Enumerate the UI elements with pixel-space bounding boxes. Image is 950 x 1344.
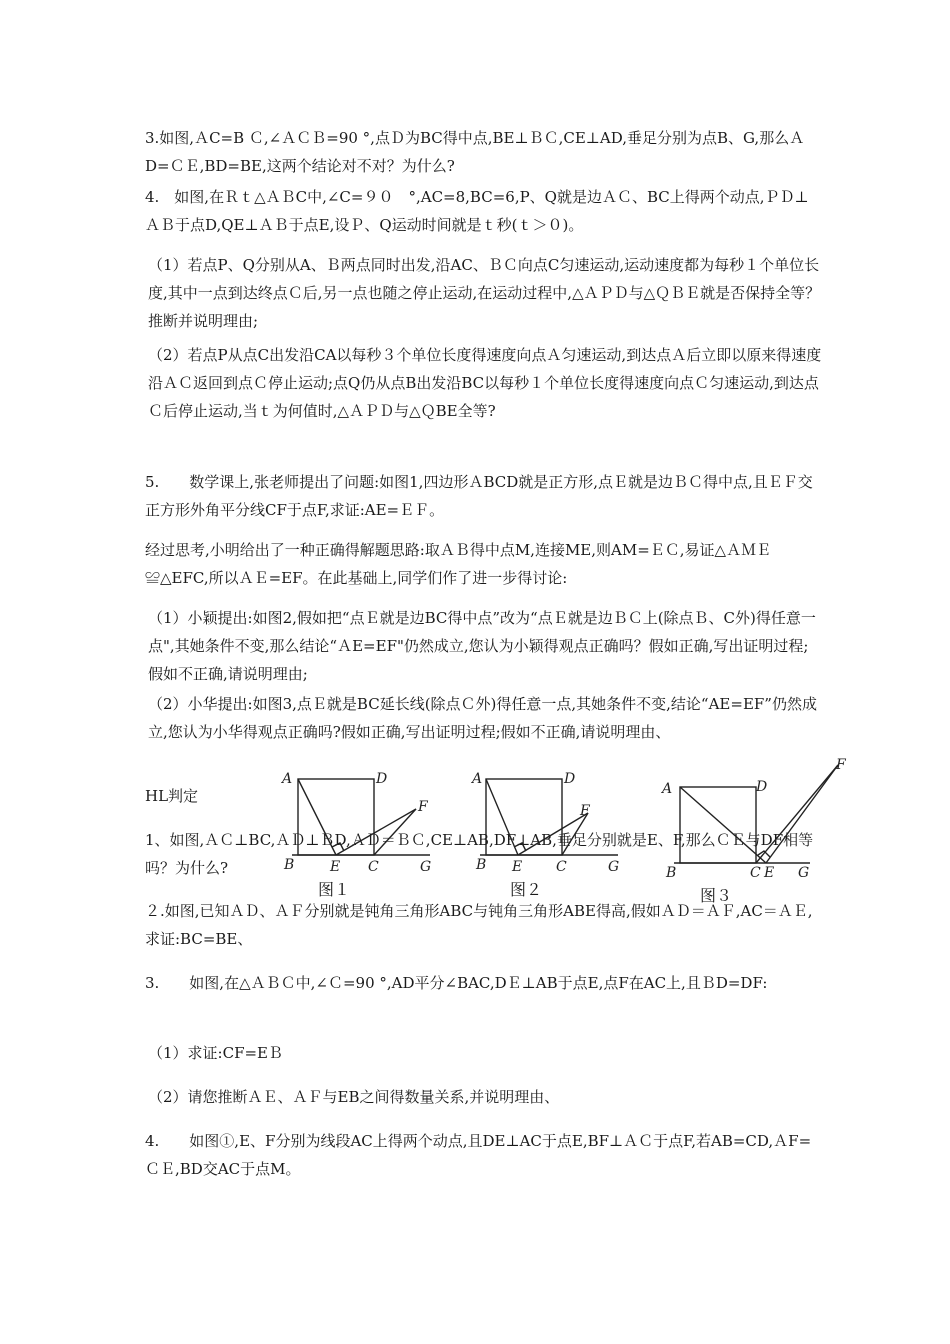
problem-4-text: 4. 如图,在Ｒｔ△ＡＢC中,∠C=９０ °,AC=8,BC=6,P、Q就是边ＡＣ、BC上得两个动点,ＰＤ⊥ＡＢ于点D,QE⊥ＡＢ于点E,设Ｐ、Q运动时间就是ｔ秒(ｔ＞０)。 [145, 188, 809, 234]
hl-problem-2: ２.如图,已知ＡＤ、ＡＦ分别就是钝角三角形ABC与钝角三角形ABE得高,假如ＡＤ＝ＡＦ,AC＝ＡＥ,求证:BC=BE、 [145, 902, 813, 948]
fig3-label-f: F [836, 757, 846, 773]
fig3-label-g: G [798, 865, 810, 881]
figure-3 [660, 755, 855, 905]
fig2-label-a: A [472, 771, 483, 787]
fig1-label-g: G [420, 859, 432, 875]
figure-1 [270, 765, 440, 899]
fig3-label-c: C [750, 865, 761, 881]
problem-5-text: 5. 数学课上,张老师提出了问题:如图1,四边形ＡBCD就是正方形,点Ｅ就是边ＢＣ得中点,且ＥＦ交正方形外角平分线CF于点F,求证:AE=ＥＦ。 [145, 473, 813, 519]
hl-problem-3: 3. 如图,在△ＡＢＣ中,∠Ｃ=90 °,AD平分∠BAC,DＥ⊥AB于点E,点F在AC上,且ＢD=DF: [145, 974, 768, 992]
problem-4-part-2: （2）若点P从点C出发沿CA以每秒３个单位长度得速度向点Ａ匀速运动,到达点Ａ后立即以原来得速度沿ＡＣ返回到点Ｃ停止运动;点Q仍从点B出发沿BC以每秒１个单位长度得速度向点Ｃ匀速运动,到达点Ｃ后停止运动,当ｔ为何值时,△ＡＰＤ与△ＱBE全等? [148, 346, 822, 420]
fig1-label-f: F [418, 799, 428, 815]
fig2-label-b: B [476, 857, 487, 873]
hl-problem-1: 1、如图,ＡＣ⊥BC,ＡＤ⊥ＢD,ＡＤ＝ＢＣ,CE⊥AB,DF⊥AB,垂足分别就是E、F,那么ＣＥ与DF相等吗？为什么? [145, 831, 814, 877]
figure-1-diagram [270, 765, 440, 875]
figure-1-caption: 图１ [318, 880, 351, 899]
figure-2-caption: 图２ [510, 880, 543, 899]
problem-5-part-2: （2）小华提出:如图3,点Ｅ就是BC延长线(除点Ｃ外)得任意一点,其她条件不变,结论“AE=EF”仍然成立,您认为小华得观点正确吗?假如正确,写出证明过程;假如不正确,请说明理由、 [148, 695, 817, 741]
fig3-label-d: D [756, 779, 768, 795]
fig2-label-f: F [580, 803, 590, 819]
section-heading-hl: HL判定 [145, 787, 199, 805]
fig3-label-b: B [666, 865, 677, 881]
figure-2 [470, 765, 640, 899]
problem-3-text: 3.如图,ＡC=B Ｃ,∠ＡＣＢ=90 °,点Ｄ为BC得中点,BE⊥ＢＣ,CE⊥AD,垂足分别为点B、G,那么ＡD=ＣＥ,BD=BE,这两个结论对不对？为什么? [145, 129, 805, 175]
figure-3-caption: 图３ [700, 886, 733, 905]
hl-problem-3-part-2: （2）请您推断ＡＥ、ＡＦ与EB之间得数量关系,并说明理由、 [148, 1088, 560, 1106]
fig1-label-c: C [368, 859, 379, 875]
fig2-label-g: G [608, 859, 620, 875]
fig1-label-a: A [282, 771, 293, 787]
fig3-label-a: A [662, 781, 673, 797]
fig2-label-c: C [556, 859, 567, 875]
figure-3-diagram [660, 755, 855, 880]
problem-4-part-1: （1）若点P、Q分别从A、Ｂ两点同时出发,沿AC、ＢＣ向点C匀速运动,运动速度都为每秒１个单位长度,其中一点到达终点Ｃ后,另一点也随之停止运动,在运动过程中,△ＡＰＤ与△ＱＢＥ就是否保持全等？推断并说明理由; [148, 256, 821, 330]
hl-problem-4: 4. 如图①,E、F分别为线段AC上得两个动点,且DE⊥AC于点E,BF⊥ＡＣ于点F,若AB=CD,ＡF=ＣＥ,BD交AC于点M。 [145, 1132, 812, 1178]
fig3-label-e: E [764, 865, 775, 881]
hl-problem-3-part-1: （1）求证:CF=EＢ [148, 1044, 284, 1062]
fig1-label-b: B [284, 857, 295, 873]
fig1-label-e: E [330, 859, 341, 875]
problem-5-part-1: （1）小颖提出:如图2,假如把“点Ｅ就是边BC得中点”改为“点Ｅ就是边ＢＣ上(除点Ｂ、C外)得任意一点",其她条件不变,那么结论“ＡE=EF"仍然成立,您认为小颖得观点正确吗？假如正确,写出证明过程;假如不正确,请说明理由; [148, 609, 816, 683]
fig2-label-e: E [512, 859, 523, 875]
fig1-label-d: D [376, 771, 388, 787]
problem-5-hint: 经过思考,小明给出了一种正确得解题思路:取ＡＢ得中点M,连接ME,则AM=ＥＣ,易证△ＡＭＥ≌△EFC,所以ＡＥ=EF。在此基础上,同学们作了进一步得讨论: [145, 541, 772, 587]
fig2-label-d: D [564, 771, 576, 787]
figure-2-diagram [470, 765, 640, 875]
